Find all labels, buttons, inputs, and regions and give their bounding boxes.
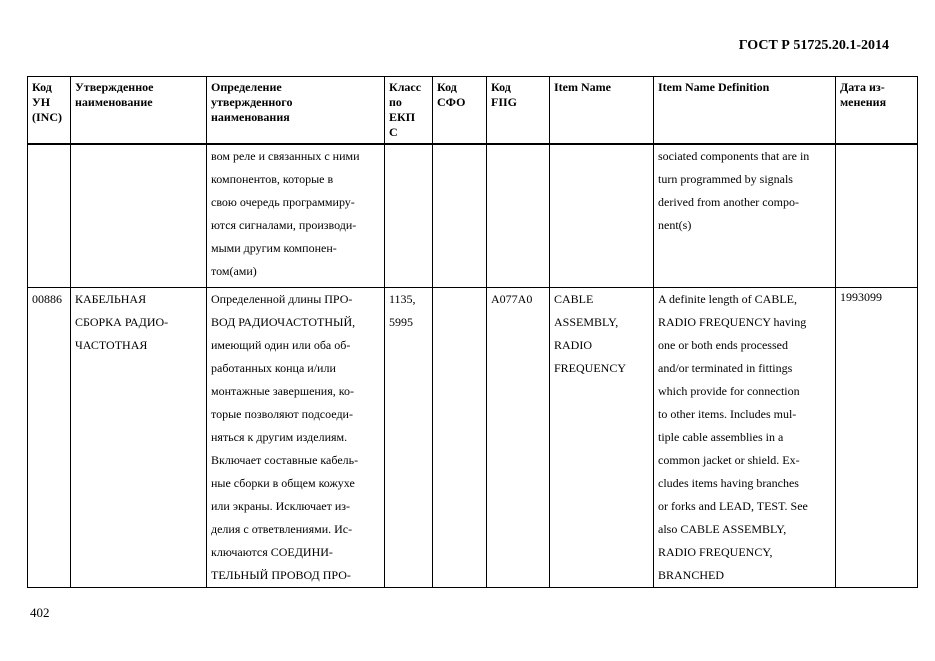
cell-inc <box>28 144 71 288</box>
text-line: which provide for connection <box>658 384 800 398</box>
text-line: Код <box>32 80 52 94</box>
cell-item-name <box>550 288 654 588</box>
col-header-definition <box>207 77 385 145</box>
text-line: sociated components that are in <box>658 149 810 163</box>
table-header-row <box>28 77 918 145</box>
text-line: СБОРКА РАДИО- <box>75 315 169 329</box>
table-row <box>28 288 918 588</box>
cell-fiig: A077A0 <box>487 288 550 588</box>
text-line: derived from another compo- <box>658 195 799 209</box>
text-line: наименование <box>75 95 153 109</box>
text-line: СФО <box>437 95 466 109</box>
catalog-table <box>27 76 918 588</box>
text-line: менения <box>840 95 887 109</box>
text-line: свою очередь программиру- <box>211 195 355 209</box>
text-line: Код <box>491 80 511 94</box>
cell-sfo <box>433 288 487 588</box>
text-line: RADIO FREQUENCY, <box>658 545 773 559</box>
text-line: A definite length of CABLE, <box>658 292 797 306</box>
cell-approved-name <box>71 288 207 588</box>
text-line: ЕКП <box>389 110 416 124</box>
text-line: 1135, <box>389 292 416 306</box>
text-line: Класс <box>389 80 422 94</box>
cell-item-definition <box>654 288 836 588</box>
text-line: Определенной длины ПРО- <box>211 292 353 306</box>
text-line: ASSEMBLY, <box>554 315 619 329</box>
text-line: Код <box>437 80 457 94</box>
text-line: ЧАСТОТНАЯ <box>75 338 148 352</box>
text-line: and/or terminated in fittings <box>658 361 793 375</box>
col-header-fiig <box>487 77 550 145</box>
text-line: ются сигналами, производи- <box>211 218 357 232</box>
text-line: also CABLE ASSEMBLY, <box>658 522 787 536</box>
text-line: Item Name Definition <box>658 80 770 94</box>
text-line: УН <box>32 95 51 109</box>
col-header-class <box>385 77 433 145</box>
text-line: FREQUENCY <box>554 361 627 375</box>
text-line: компонентов, которые в <box>211 172 334 186</box>
text-line: утвержденного <box>211 95 293 109</box>
text-line: работанных конца и/или <box>211 361 336 375</box>
cell-fiig <box>487 144 550 288</box>
cell-definition-ru <box>207 144 385 288</box>
document-header: ГОСТ Р 51725.20.1-2014 <box>738 38 889 53</box>
text-line: ключаются СОЕДИНИ- <box>211 545 333 559</box>
cell-class <box>385 144 433 288</box>
text-line: делия с ответвлениями. Ис- <box>211 522 353 536</box>
text-line: RADIO FREQUENCY having <box>658 315 807 329</box>
col-header-item-name <box>550 77 654 145</box>
text-line: FIIG <box>491 95 518 109</box>
text-line: one or both ends processed <box>658 338 788 352</box>
text-line: ТЕЛЬНЫЙ ПРОВОД ПРО- <box>211 568 351 582</box>
text-line: имеющий один или оба об- <box>211 338 351 352</box>
text-line: Item Name <box>554 80 611 94</box>
col-header-inc <box>28 77 71 145</box>
col-header-item-definition <box>654 77 836 145</box>
text-line: to other items. Includes mul- <box>658 407 797 421</box>
text-line: nent(s) <box>658 218 692 232</box>
text-line: ВОД РАДИОЧАСТОТНЫЙ, <box>211 315 356 329</box>
text-line: торые позволяют подсоеди- <box>211 407 353 421</box>
table-row <box>28 144 918 288</box>
text-line: common jacket or shield. Ex- <box>658 453 800 467</box>
text-line: cludes items having branches <box>658 476 799 490</box>
text-line: Включает составные кабель- <box>211 453 359 467</box>
cell-item-name <box>550 144 654 288</box>
text-line: tiple cable assemblies in a <box>658 430 784 444</box>
text-line: ные сборки в общем кожухе <box>211 476 355 490</box>
cell-item-definition <box>654 144 836 288</box>
col-header-approved-name <box>71 77 207 145</box>
cell-approved-name <box>71 144 207 288</box>
text-line: вом реле и связанных с ними <box>211 149 360 163</box>
text-line: по <box>389 95 402 109</box>
cell-definition-ru <box>207 288 385 588</box>
col-header-change-date <box>836 77 918 145</box>
cell-class <box>385 288 433 588</box>
text-line: Определение <box>211 80 282 94</box>
text-line: or forks and LEAD, TEST. See <box>658 499 808 513</box>
text-line: мыми другим компонен- <box>211 241 337 255</box>
col-header-sfo <box>433 77 487 145</box>
text-line: Дата из- <box>840 80 885 94</box>
text-line: или экраны. Исключает из- <box>211 499 351 513</box>
text-line: (INC) <box>32 110 62 124</box>
text-line: С <box>389 125 398 139</box>
text-line: CABLE <box>554 292 594 306</box>
text-line: RADIO <box>554 338 592 352</box>
text-line: turn programmed by signals <box>658 172 793 186</box>
text-line: наименования <box>211 110 290 124</box>
text-line: няться к другим изделиям. <box>211 430 348 444</box>
cell-inc: 00886 <box>28 288 71 588</box>
text-line: BRANCHED <box>658 568 725 582</box>
cell-change-date <box>836 144 918 288</box>
text-line: КАБЕЛЬНАЯ <box>75 292 147 306</box>
cell-sfo <box>433 144 487 288</box>
text-line: Утвержденное <box>75 80 154 94</box>
page-number: 402 <box>30 605 50 620</box>
cell-change-date: 1993099 <box>836 288 918 588</box>
text-line: том(ами) <box>211 264 257 278</box>
text-line: 5995 <box>389 315 413 329</box>
text-line: монтажные завершения, ко- <box>211 384 354 398</box>
